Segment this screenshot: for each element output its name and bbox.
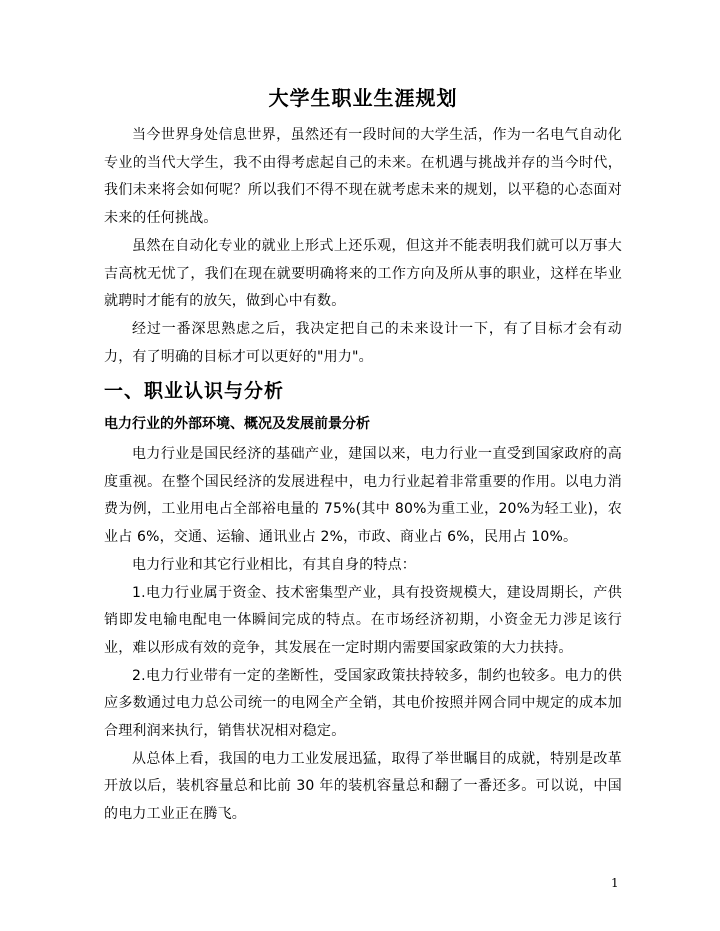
section-paragraph-4: 2.电力行业带有一定的垄断性，受国家政策扶持较多，制约也较多。电力的供应多数通过电力总公司统一的电网全产全销，其电价按照并网合同中规定的成本加合理利润来执行，销售状况相对稳定。 — [104, 667, 622, 740]
document-title: 大学生职业生涯规划 — [268, 86, 458, 110]
intro-paragraph-3: 经过一番深思熟虑之后，我决定把自己的未来设计一下，有了目标才会有动力，有了明确的目标才可以更好的"用力"。 — [104, 320, 622, 365]
page-number: 1 — [611, 876, 619, 890]
intro-paragraph-1: 当今世界身处信息世界，虽然还有一段时间的大学生活，作为一名电气自动化专业的当代大学生，我不由得考虑起自己的未来。在机遇与挑战并存的当今时代，我们未来将会如何呢？所以我们不得不现在就考虑未来的规划，以平稳的心态面对未来的任何挑战。 — [104, 127, 622, 227]
subsection-heading: 电力行业的外部环境、概况及发展前景分析 — [104, 416, 370, 433]
page-content — [104, 84, 622, 829]
section-paragraph-3: 1.电力行业属于资金、技术密集型产业，具有投资规模大，建设周期长，产供销即发电输电配电一体瞬间完成的特点。在市场经济初期，小资金无力涉足该行业，难以形成有效的竞争，其发展在一定时期内需要国家政策的大力扶持。 — [104, 584, 622, 656]
section-paragraph-2: 电力行业和其它行业相比，有其自身的特点： — [132, 556, 416, 573]
intro-paragraph-2: 虽然在自动化专业的就业上形式上还乐观，但这并不能表明我们就可以万事大吉高枕无忧了，我们在现在就要明确将来的工作方向及所从事的职业，这样在毕业就聘时才能有的放矢，做到心中有数。 — [104, 237, 622, 310]
section-paragraph-1: 电力行业是国民经济的基础产业，建国以来，电力行业一直受到国家政府的高度重视。在整个国民经济的发展进程中，电力行业起着非常重要的作用。以电力消费为例，工业用电占全部裕电量的 75%(其中 80%为重工业，20%为轻工业)，农业占 6%，交通、运输、通讯业占 2%，市政、商业占 6%，民用占 10%。 — [104, 446, 622, 546]
section-heading: 一、职业认识与分析 — [104, 380, 285, 403]
section-paragraph-5: 从总体上看，我国的电力工业发展迅猛，取得了举世瞩目的成就，特别是改革开放以后，装机容量总和比前 30 年的装机容量总和翻了一番还多。可以说，中国的电力工业正在腾飞。 — [104, 750, 622, 823]
